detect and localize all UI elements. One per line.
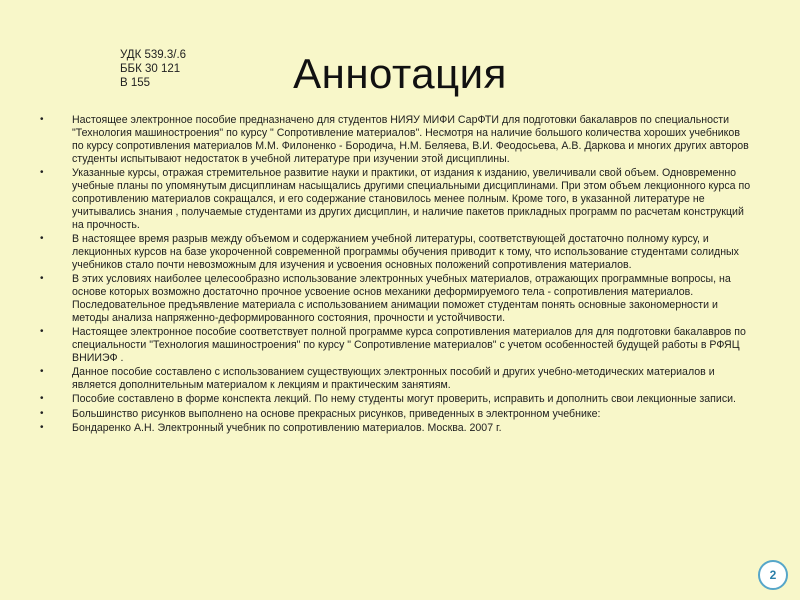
list-item (40, 408, 752, 421)
slide-title: Аннотация (293, 50, 507, 97)
list-item (40, 167, 752, 232)
udk-line: УДК 539.3/.6 (120, 49, 187, 61)
paragraph-text: Настоящее электронное пособие соответствует полной программе курса сопротивления материалов для для подготовки бакалавров по специальности "Технология машиностроения" по курсу " Сопротивление материалов" с учетом особенностей будущей работы в РФЯЦ ВНИИЭФ . (72, 326, 746, 364)
paragraph-text: Пособие составлено в форме конспекта лекций. По нему студенты могут проверить, исправить и дополнить свои лекционные записи. (72, 393, 736, 406)
list-item (40, 326, 752, 365)
list-item (40, 273, 752, 325)
index-line: В 155 (120, 77, 151, 89)
paragraph-text: В этих условиях наиболее целесообразно использование электронных учебных материалов, отражающих программные вопросы, на основе которых возможно достаточно прочное усвоение основ механики деформируемого тела - сопротивления материалов. Последовательное предъявление материала с использованием анимации поможет студентам понять основные закономерности и методы анализа напряженно-деформированного состояния, прочности и устойчивости. (72, 273, 731, 324)
bullet-icon: • (40, 167, 44, 179)
bullet-icon: • (40, 273, 44, 285)
list-item (40, 393, 752, 406)
paragraph-text: Указанные курсы, отражая стремительное развитие науки и практики, от издания к изданию, увеличивали свой объем. Одновременно учебные планы по упомянутым дисциплинам насыщались другими специальными дисциплинами. При этом объем лекционного курса по сопротивлению материалов сокращался, и его содержание становилось менее полным. Кроме того, в указанной литературе не учитывались знания , получаемые студентами из других дисциплин, и наличие пакетов прикладных программ по расчетам конструкций на прочность. (72, 167, 751, 231)
paragraph-text: В настоящее время разрыв между объемом и содержанием учебной литературы, соответствующей достаточно полному курсу, и лекционных курсов на базе укороченной современной программы обучения приводит к тому, что использование студентами солидных учебников стало почти невозможным для изучения и усвоения основных положений сопротивления материалов. (72, 232, 739, 271)
bullet-icon: • (40, 232, 44, 244)
paragraph-text: Бондаренко А.Н. Электронный учебник по сопротивлению материалов. Москва. 2007 г. (72, 421, 502, 434)
list-item (40, 233, 752, 272)
list-item (40, 366, 752, 392)
bullet-icon: • (40, 421, 44, 433)
paragraph-text: Данное пособие составлено с использованием существующих электронных пособий и других учебно-методических материалов и является дополнительным материалом к лекциям и практическим занятиям. (72, 366, 715, 392)
paragraph-text: Большинство рисунков выполнено на основе прекрасных рисунков, приведенных в электронном учебнике: (72, 407, 601, 420)
bullet-icon: • (40, 393, 44, 405)
page-number-badge[interactable] (758, 560, 788, 590)
bullet-icon: • (40, 326, 44, 338)
bullet-icon: • (40, 366, 44, 378)
bullet-icon: • (40, 407, 44, 419)
paragraph-text: Настоящее электронное пособие предназначено для студентов НИЯУ МИФИ СарФТИ для подготовки бакалавров по специальности "Технология машиностроения" по курсу " Сопротивление материалов". Несмотря на наличие большого количества хороших учебников по курсу сопротивления материалов М.М. Филоненко - Бородича, Н.М. Беляева, В.И. Феодосьева, А.В. Даркова и многих других авторов студенты испытывают недостаток в учебной литературе при изучении этой дисциплины. (72, 114, 749, 165)
bullet-icon: • (40, 114, 44, 125)
list-item (40, 114, 752, 166)
page-number: 2 (769, 568, 777, 582)
list-item (40, 422, 752, 435)
annotation-list (40, 114, 752, 436)
bbk-line: ББК 30 121 (120, 63, 181, 75)
